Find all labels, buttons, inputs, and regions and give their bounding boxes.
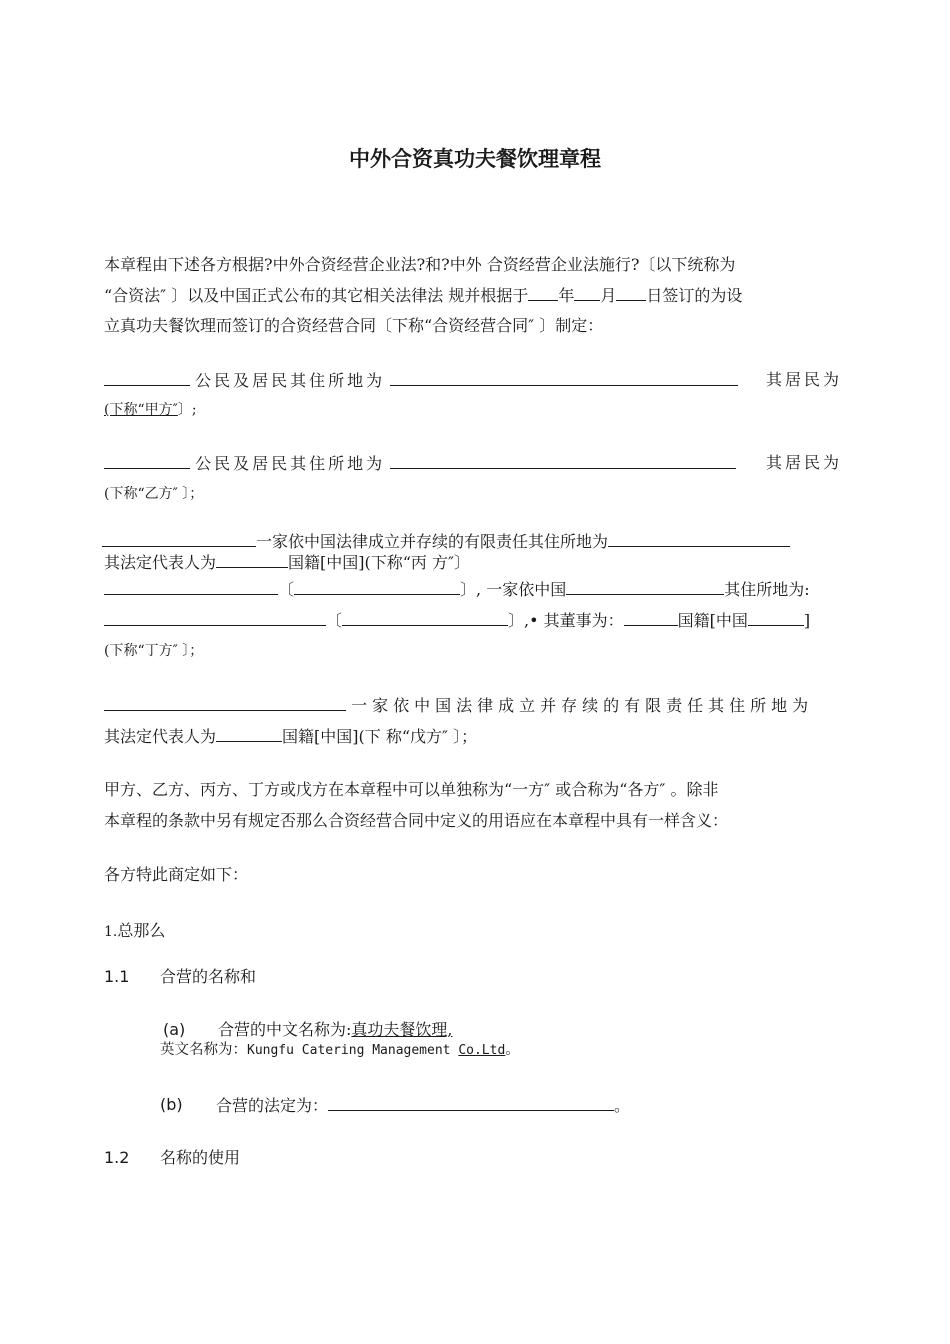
- section-1-2-label: 名称的使用: [160, 1148, 241, 1167]
- intro-month-label: 月: [600, 286, 617, 305]
- party-d-name-blank: [104, 576, 278, 595]
- item-a-end: 。: [505, 1042, 520, 1058]
- party-b-line-2: (下称“乙方″ 〕；: [104, 486, 204, 502]
- party-e-mid-text: 一家依中国法律成立并存续的有限责任其住所地为: [351, 696, 814, 715]
- item-a-chinese-name: 真功夫餐饮理,: [351, 1020, 453, 1039]
- intro-line-3: 立真功夫餐饮理而签订的合资经营合同〔下称“合资经营合同″ 〕制定：: [104, 316, 604, 335]
- item-b-address-blank: [328, 1092, 614, 1111]
- section-1-2-number: 1.2: [104, 1148, 130, 1167]
- party-d-address-blank: [104, 607, 326, 626]
- item-a-english-suffix: Co.Ltd: [458, 1043, 506, 1058]
- item-b-line: [216, 1092, 630, 1119]
- item-b-end: 。: [614, 1096, 631, 1115]
- party-c-rep-label: 其法定代表人为: [104, 553, 217, 572]
- intro-line-2: [104, 282, 742, 309]
- section-1-1-label: 合营的名称和: [160, 967, 257, 986]
- party-b-address-blank: [390, 450, 736, 469]
- date-month-blank: [574, 282, 600, 301]
- item-a-line-1: [218, 1019, 453, 1041]
- party-d-open: 〔: [278, 580, 295, 599]
- party-d-line-2: [104, 607, 810, 634]
- party-b-name-blank: [104, 450, 190, 469]
- item-b-text: 合营的法定为：: [216, 1096, 329, 1115]
- party-c-mid-text: 一家依中国法律成立并存续的有限责任其住所地为: [256, 532, 609, 551]
- intro-day-label: 日签订的为设: [646, 286, 743, 305]
- party-c-name-blank: [102, 528, 256, 547]
- party-d-english-blank: [294, 576, 460, 595]
- party-c-rep-blank: [216, 549, 288, 568]
- party-d-english-blank-2: [342, 607, 508, 626]
- party-d-director-label: 〕,• 其董事为：: [508, 611, 624, 630]
- section-1-label: 总那么: [117, 921, 166, 940]
- party-a-address-blank: [390, 367, 738, 386]
- party-c-line-2: [104, 549, 470, 576]
- party-a-line-1: [104, 367, 738, 394]
- party-d-nationality-blank: [748, 607, 804, 626]
- party-b-line-1: [104, 450, 736, 477]
- party-d-line-3: (下称“丁方″ 〕；: [104, 643, 204, 659]
- party-d-law-blank: [566, 576, 724, 595]
- intro-line-2-text: “合资法″ 〕以及中国正式公布的其它相关法律法 规并根据于: [104, 286, 529, 305]
- party-b-mid-text: 公民及居民其住所地为: [195, 454, 386, 473]
- party-e-line-1: [104, 692, 813, 719]
- intro-year-label: 年: [558, 286, 575, 305]
- party-a-name-blank: [104, 367, 190, 386]
- date-day-blank: [616, 282, 646, 301]
- party-d-address-label: 其住所地为:: [724, 580, 810, 599]
- party-a-abbrev: (下称“甲方″: [104, 402, 178, 418]
- party-a-line-2: [104, 397, 197, 423]
- party-a-mid-text: 公民及居民其住所地为: [195, 371, 386, 390]
- item-a-english-name: Kungfu Catering Management: [247, 1043, 459, 1058]
- party-d-nationality: 国籍[中国: [677, 611, 748, 630]
- party-c-address-blank: [608, 528, 790, 547]
- item-a-english-label: 英文名称为：: [160, 1042, 247, 1058]
- section-1-heading: [104, 918, 165, 945]
- party-b-end-text: 其居民为: [766, 453, 843, 472]
- party-d-bracket: ]: [803, 611, 811, 630]
- definitions-line-1: 甲方、乙方、丙方、丁方或戊方在本章程中可以单独称为“一方″ 或合称为“各方″ 。除非: [104, 780, 719, 799]
- party-e-rep-blank: [216, 723, 282, 742]
- party-d-director-blank: [624, 607, 678, 626]
- item-b-marker: (b): [160, 1095, 183, 1114]
- intro-line-1: 本章程由下述各方根据?中外合资经营企业法?和?中外 合资经营企业法施行?〔以下统称为: [104, 255, 736, 274]
- section-1-1-number: 1.1: [104, 967, 130, 986]
- document-title: 中外合资真功夫餐饮理章程: [349, 147, 601, 171]
- item-a-marker: (a): [163, 1020, 186, 1039]
- party-e-nationality: 国籍[中国](下 称“戊方″ 〕；: [282, 727, 478, 746]
- agreement-statement: 各方特此商定如下：: [104, 865, 249, 884]
- section-1-number: 1.: [104, 924, 118, 940]
- party-d-mid-text: 〕, 一家依中国: [460, 580, 567, 599]
- party-e-name-blank: [104, 692, 346, 711]
- date-year-blank: [528, 282, 558, 301]
- party-e-rep-label: 其法定代表人为: [104, 727, 217, 746]
- item-a-text: 合营的中文名称为:: [218, 1020, 352, 1039]
- party-d-open-2: 〔: [326, 611, 343, 630]
- item-a-line-2: [160, 1039, 520, 1062]
- party-c-nationality: 国籍[中国](下称“丙 方″〕: [288, 553, 470, 572]
- party-e-line-2: [104, 723, 477, 750]
- party-a-end-text: 其居民为: [766, 370, 843, 389]
- definitions-line-2: 本章程的条款中另有规定否那么合资经营合同中定义的用语应在本章程中具有一样含义：: [104, 811, 729, 830]
- party-d-line-1: [104, 576, 810, 603]
- party-a-abbrev-end: 〕;: [177, 402, 197, 418]
